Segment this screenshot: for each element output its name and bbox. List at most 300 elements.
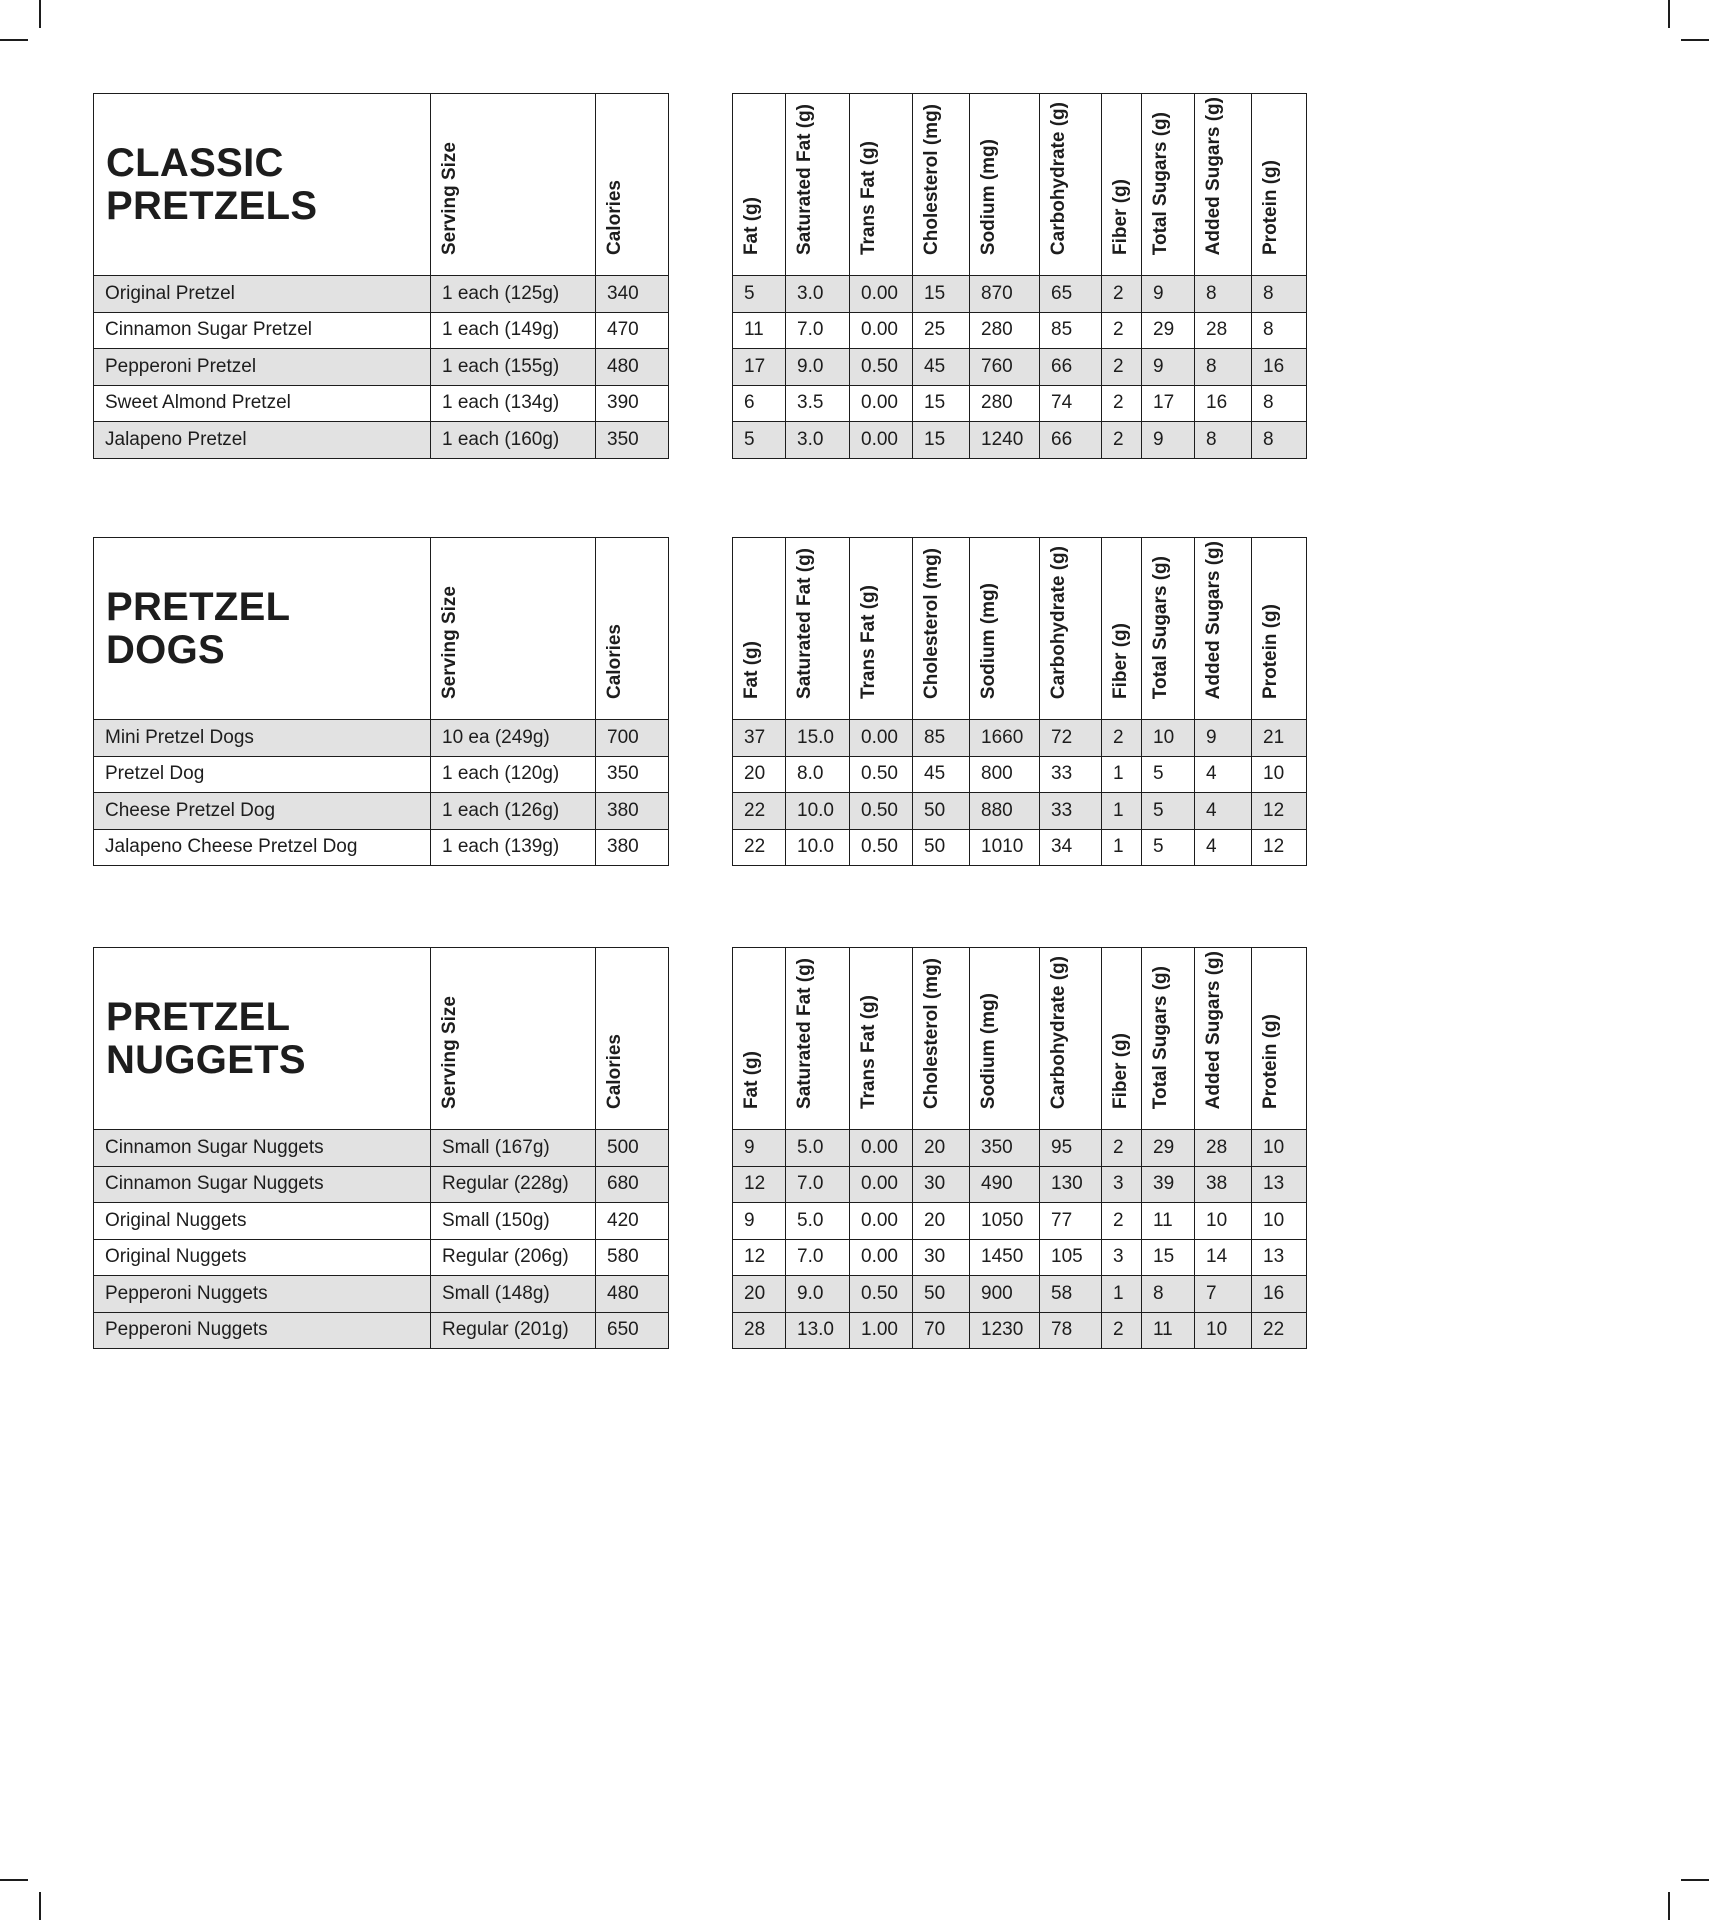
nutrition-value-cell: 10: [1252, 1130, 1307, 1167]
nutrition-body: [733, 720, 1307, 866]
nutrition-value-cell: 16: [1252, 349, 1307, 386]
nutrition-value-cell: 9: [1195, 720, 1252, 757]
serving-size-header-label: Serving Size: [439, 586, 460, 699]
calories-cell: 700: [596, 720, 669, 757]
nutrition-header-label: Sodium (mg): [978, 582, 999, 699]
products-table: [93, 93, 669, 459]
product-name-cell: Pepperoni Nuggets: [94, 1276, 431, 1313]
nutrition-row: [733, 1239, 1307, 1276]
nutrition-value-cell: 0.50: [850, 1276, 913, 1313]
nutrition-value-cell: 21: [1252, 720, 1307, 757]
calories-cell: 390: [596, 385, 669, 422]
nutrition-value-cell: 10.0: [786, 829, 850, 866]
nutrition-header-label: Total Sugars (g): [1150, 111, 1171, 255]
product-name-cell: Pepperoni Pretzel: [94, 349, 431, 386]
nutrition-header-label: Cholesterol (mg): [921, 958, 942, 1109]
nutrition-value-cell: 130: [1040, 1166, 1102, 1203]
nutrition-body: [733, 276, 1307, 459]
nutrition-value-cell: 14: [1195, 1239, 1252, 1276]
section-classic-pretzels: [93, 93, 1307, 459]
nutrition-value-cell: 0.00: [850, 276, 913, 313]
nutrition-value-cell: 7.0: [786, 312, 850, 349]
nutrition-value-cell: 9: [1142, 349, 1195, 386]
nutrition-header-label: Carbohydrate (g): [1048, 101, 1069, 255]
nutrition-header-cell: [1142, 94, 1195, 276]
nutrition-value-cell: 8: [1252, 276, 1307, 313]
nutrition-header-row: [733, 94, 1307, 276]
nutrition-row: [733, 312, 1307, 349]
nutrition-value-cell: 0.00: [850, 1130, 913, 1167]
nutrition-header-cell: [1040, 538, 1102, 720]
nutrition-header-label: Cholesterol (mg): [921, 104, 942, 255]
nutrition-value-cell: 12: [733, 1239, 786, 1276]
nutrition-value-cell: 12: [1252, 793, 1307, 830]
nutrition-value-cell: 95: [1040, 1130, 1102, 1167]
nutrition-header-label: Sodium (mg): [978, 992, 999, 1109]
product-name-cell: Jalapeno Cheese Pretzel Dog: [94, 829, 431, 866]
nutrition-header-cell: [733, 948, 786, 1130]
nutrition-header-cell: [913, 538, 970, 720]
nutrition-header-row: [733, 948, 1307, 1130]
nutrition-value-cell: 8: [1195, 422, 1252, 459]
nutrition-value-cell: 28: [733, 1312, 786, 1349]
nutrition-value-cell: 50: [913, 829, 970, 866]
nutrition-header-label: Trans Fat (g): [858, 994, 879, 1109]
nutrition-header-label: Added Sugars (g): [1203, 950, 1224, 1109]
nutrition-header-label: Added Sugars (g): [1203, 96, 1224, 255]
nutrition-value-cell: 45: [913, 756, 970, 793]
nutrition-value-cell: 30: [913, 1166, 970, 1203]
nutrition-value-cell: 15: [1142, 1239, 1195, 1276]
nutrition-value-cell: 85: [913, 720, 970, 757]
nutrition-value-cell: 0.50: [850, 756, 913, 793]
product-row: [94, 1203, 669, 1240]
nutrition-value-cell: 2: [1102, 720, 1142, 757]
product-row: [94, 349, 669, 386]
calories-cell: 340: [596, 276, 669, 313]
serving-size-cell: 10 ea (249g): [431, 720, 596, 757]
product-name-cell: Original Nuggets: [94, 1239, 431, 1276]
nutrition-header-cell: [970, 94, 1040, 276]
nutrition-header-cell: [1142, 538, 1195, 720]
serving-size-cell: 1 each (160g): [431, 422, 596, 459]
nutrition-value-cell: 20: [733, 1276, 786, 1313]
nutrition-header-label: Added Sugars (g): [1203, 540, 1224, 699]
nutrition-header-cell: [970, 948, 1040, 1130]
nutrition-body: [733, 1130, 1307, 1349]
nutrition-value-cell: 22: [1252, 1312, 1307, 1349]
section-title: PRETZEL NUGGETS: [94, 948, 431, 1130]
nutrition-header-label: Protein (g): [1260, 1014, 1281, 1109]
nutrition-value-cell: 10: [1252, 1203, 1307, 1240]
crop-mark: [0, 1879, 28, 1881]
nutrition-value-cell: 37: [733, 720, 786, 757]
nutrition-value-cell: 16: [1252, 1276, 1307, 1313]
serving-size-cell: Regular (206g): [431, 1239, 596, 1276]
nutrition-value-cell: 25: [913, 312, 970, 349]
serving-size-cell: 1 each (139g): [431, 829, 596, 866]
nutrition-value-cell: 50: [913, 793, 970, 830]
nutrition-table: [732, 947, 1307, 1349]
nutrition-value-cell: 58: [1040, 1276, 1102, 1313]
serving-size-cell: 1 each (125g): [431, 276, 596, 313]
product-row: [94, 385, 669, 422]
nutrition-header-label: Total Sugars (g): [1150, 965, 1171, 1109]
nutrition-header-cell: [786, 538, 850, 720]
nutrition-value-cell: 760: [970, 349, 1040, 386]
nutrition-value-cell: 45: [913, 349, 970, 386]
nutrition-value-cell: 10: [1252, 756, 1307, 793]
product-row: [94, 720, 669, 757]
serving-size-header-label: Serving Size: [439, 996, 460, 1109]
nutrition-header-label: Saturated Fat (g): [794, 548, 815, 699]
nutrition-value-cell: 10: [1195, 1312, 1252, 1349]
calories-header-label: Calories: [604, 180, 625, 255]
crop-mark: [1681, 1879, 1709, 1881]
nutrition-header-cell: [733, 94, 786, 276]
nutrition-value-cell: 280: [970, 385, 1040, 422]
nutrition-value-cell: 15: [913, 276, 970, 313]
nutrition-value-cell: 33: [1040, 793, 1102, 830]
nutrition-header-label: Saturated Fat (g): [794, 104, 815, 255]
nutrition-header-cell: [1040, 948, 1102, 1130]
nutrition-header-row: [733, 538, 1307, 720]
calories-header: [596, 538, 669, 720]
products-table: [93, 537, 669, 866]
product-name-cell: Pepperoni Nuggets: [94, 1312, 431, 1349]
nutrition-header-cell: [1040, 94, 1102, 276]
nutrition-value-cell: 1450: [970, 1239, 1040, 1276]
products-header-row: [94, 948, 669, 1130]
nutrition-value-cell: 33: [1040, 756, 1102, 793]
nutrition-value-cell: 1050: [970, 1203, 1040, 1240]
calories-cell: 480: [596, 1276, 669, 1313]
nutrition-header-cell: [786, 948, 850, 1130]
nutrition-row: [733, 349, 1307, 386]
serving-size-cell: 1 each (126g): [431, 793, 596, 830]
product-name-cell: Cheese Pretzel Dog: [94, 793, 431, 830]
product-name-cell: Original Nuggets: [94, 1203, 431, 1240]
nutrition-value-cell: 6: [733, 385, 786, 422]
nutrition-header-cell: [1252, 94, 1307, 276]
nutrition-value-cell: 8: [1252, 385, 1307, 422]
nutrition-header-label: Protein (g): [1260, 160, 1281, 255]
nutrition-value-cell: 9.0: [786, 349, 850, 386]
calories-header: [596, 94, 669, 276]
nutrition-value-cell: 13: [1252, 1166, 1307, 1203]
calories-cell: 380: [596, 829, 669, 866]
nutrition-value-cell: 22: [733, 829, 786, 866]
nutrition-table: [732, 93, 1307, 459]
product-row: [94, 312, 669, 349]
nutrition-value-cell: 1: [1102, 1276, 1142, 1313]
calories-header: [596, 948, 669, 1130]
calories-cell: 580: [596, 1239, 669, 1276]
nutrition-value-cell: 3.0: [786, 422, 850, 459]
nutrition-value-cell: 2: [1102, 422, 1142, 459]
nutrition-value-cell: 4: [1195, 756, 1252, 793]
products-body: [94, 720, 669, 866]
nutrition-header-cell: [913, 94, 970, 276]
nutrition-header-cell: [1195, 948, 1252, 1130]
serving-size-cell: Regular (201g): [431, 1312, 596, 1349]
product-row: [94, 756, 669, 793]
nutrition-header-cell: [786, 94, 850, 276]
nutrition-value-cell: 29: [1142, 1130, 1195, 1167]
nutrition-value-cell: 0.00: [850, 312, 913, 349]
product-row: [94, 1130, 669, 1167]
calories-header-label: Calories: [604, 624, 625, 699]
nutrition-value-cell: 5.0: [786, 1203, 850, 1240]
nutrition-value-cell: 65: [1040, 276, 1102, 313]
nutrition-row: [733, 422, 1307, 459]
nutrition-header-label: Carbohydrate (g): [1048, 545, 1069, 699]
nutrition-value-cell: 39: [1142, 1166, 1195, 1203]
product-name-cell: Original Pretzel: [94, 276, 431, 313]
nutrition-row: [733, 1130, 1307, 1167]
nutrition-value-cell: 13: [1252, 1239, 1307, 1276]
nutrition-header-label: Fiber (g): [1110, 179, 1131, 255]
nutrition-value-cell: 72: [1040, 720, 1102, 757]
nutrition-header-label: Saturated Fat (g): [794, 958, 815, 1109]
nutrition-value-cell: 0.50: [850, 349, 913, 386]
nutrition-header-cell: [1102, 538, 1142, 720]
product-name-cell: Cinnamon Sugar Nuggets: [94, 1130, 431, 1167]
calories-cell: 350: [596, 422, 669, 459]
nutrition-value-cell: 70: [913, 1312, 970, 1349]
nutrition-value-cell: 17: [1142, 385, 1195, 422]
nutrition-value-cell: 12: [1252, 829, 1307, 866]
serving-size-cell: Small (167g): [431, 1130, 596, 1167]
section-title: CLASSIC PRETZELS: [94, 94, 431, 276]
calories-cell: 380: [596, 793, 669, 830]
calories-cell: 680: [596, 1166, 669, 1203]
nutrition-row: [733, 1166, 1307, 1203]
calories-cell: 420: [596, 1203, 669, 1240]
nutrition-header-label: Fiber (g): [1110, 623, 1131, 699]
nutrition-table: [732, 537, 1307, 866]
nutrition-value-cell: 5: [1142, 829, 1195, 866]
products-body: [94, 1130, 669, 1349]
nutrition-header-label: Trans Fat (g): [858, 140, 879, 255]
nutrition-value-cell: 880: [970, 793, 1040, 830]
nutrition-row: [733, 793, 1307, 830]
nutrition-header-label: Protein (g): [1260, 604, 1281, 699]
nutrition-value-cell: 280: [970, 312, 1040, 349]
nutrition-row: [733, 829, 1307, 866]
products-header-row: [94, 538, 669, 720]
nutrition-value-cell: 28: [1195, 1130, 1252, 1167]
nutrition-value-cell: 2: [1102, 312, 1142, 349]
nutrition-value-cell: 11: [1142, 1203, 1195, 1240]
nutrition-header-cell: [850, 538, 913, 720]
serving-size-cell: 1 each (120g): [431, 756, 596, 793]
nutrition-row: [733, 1312, 1307, 1349]
nutrition-value-cell: 16: [1195, 385, 1252, 422]
nutrition-value-cell: 2: [1102, 276, 1142, 313]
nutrition-value-cell: 17: [733, 349, 786, 386]
calories-cell: 650: [596, 1312, 669, 1349]
nutrition-value-cell: 85: [1040, 312, 1102, 349]
product-name-cell: Pretzel Dog: [94, 756, 431, 793]
nutrition-row: [733, 720, 1307, 757]
nutrition-value-cell: 0.00: [850, 1203, 913, 1240]
nutrition-value-cell: 10.0: [786, 793, 850, 830]
serving-size-cell: 1 each (149g): [431, 312, 596, 349]
nutrition-value-cell: 9: [733, 1203, 786, 1240]
nutrition-value-cell: 2: [1102, 1312, 1142, 1349]
product-name-cell: Cinnamon Sugar Pretzel: [94, 312, 431, 349]
nutrition-header-label: Carbohydrate (g): [1048, 955, 1069, 1109]
serving-size-header-label: Serving Size: [439, 142, 460, 255]
nutrition-value-cell: 28: [1195, 312, 1252, 349]
product-row: [94, 1239, 669, 1276]
nutrition-value-cell: 490: [970, 1166, 1040, 1203]
nutrition-value-cell: 2: [1102, 1130, 1142, 1167]
section-pretzel-nuggets: [93, 947, 1307, 1349]
nutrition-value-cell: 10: [1142, 720, 1195, 757]
serving-size-cell: Regular (228g): [431, 1166, 596, 1203]
nutrition-value-cell: 8: [1252, 422, 1307, 459]
nutrition-value-cell: 34: [1040, 829, 1102, 866]
nutrition-header-cell: [1195, 94, 1252, 276]
nutrition-header-cell: [733, 538, 786, 720]
nutrition-value-cell: 7: [1195, 1276, 1252, 1313]
nutrition-value-cell: 9.0: [786, 1276, 850, 1313]
nutrition-value-cell: 20: [733, 756, 786, 793]
nutrition-value-cell: 0.00: [850, 1239, 913, 1276]
product-row: [94, 1276, 669, 1313]
crop-mark: [1681, 39, 1709, 41]
serving-size-cell: 1 each (134g): [431, 385, 596, 422]
nutrition-value-cell: 13.0: [786, 1312, 850, 1349]
nutrition-value-cell: 1.00: [850, 1312, 913, 1349]
products-table: [93, 947, 669, 1349]
calories-header-label: Calories: [604, 1034, 625, 1109]
nutrition-header-label: Sodium (mg): [978, 138, 999, 255]
nutrition-header-cell: [1195, 538, 1252, 720]
nutrition-value-cell: 3: [1102, 1166, 1142, 1203]
nutrition-value-cell: 22: [733, 793, 786, 830]
nutrition-value-cell: 1230: [970, 1312, 1040, 1349]
nutrition-header-label: Total Sugars (g): [1150, 555, 1171, 699]
serving-size-cell: 1 each (155g): [431, 349, 596, 386]
nutrition-value-cell: 5: [733, 276, 786, 313]
nutrition-value-cell: 66: [1040, 422, 1102, 459]
nutrition-value-cell: 29: [1142, 312, 1195, 349]
product-row: [94, 1312, 669, 1349]
products-header-row: [94, 94, 669, 276]
nutrition-value-cell: 5.0: [786, 1130, 850, 1167]
nutrition-value-cell: 78: [1040, 1312, 1102, 1349]
product-row: [94, 422, 669, 459]
crop-mark: [1668, 0, 1670, 28]
product-row: [94, 793, 669, 830]
nutrition-value-cell: 50: [913, 1276, 970, 1313]
nutrition-value-cell: 900: [970, 1276, 1040, 1313]
product-row: [94, 276, 669, 313]
nutrition-header-cell: [970, 538, 1040, 720]
nutrition-value-cell: 15.0: [786, 720, 850, 757]
nutrition-value-cell: 15: [913, 422, 970, 459]
nutrition-value-cell: 1: [1102, 756, 1142, 793]
calories-cell: 470: [596, 312, 669, 349]
nutrition-row: [733, 276, 1307, 313]
nutrition-value-cell: 2: [1102, 349, 1142, 386]
nutrition-value-cell: 8: [1252, 312, 1307, 349]
product-name-cell: Sweet Almond Pretzel: [94, 385, 431, 422]
serving-size-cell: Small (148g): [431, 1276, 596, 1313]
nutrition-value-cell: 11: [733, 312, 786, 349]
nutrition-value-cell: 74: [1040, 385, 1102, 422]
nutrition-value-cell: 2: [1102, 385, 1142, 422]
product-row: [94, 829, 669, 866]
products-body: [94, 276, 669, 459]
nutrition-value-cell: 0.00: [850, 720, 913, 757]
nutrition-value-cell: 38: [1195, 1166, 1252, 1203]
nutrition-value-cell: 2: [1102, 1203, 1142, 1240]
nutrition-value-cell: 20: [913, 1130, 970, 1167]
crop-mark: [0, 39, 28, 41]
nutrition-value-cell: 870: [970, 276, 1040, 313]
nutrition-header-cell: [1252, 538, 1307, 720]
product-name-cell: Mini Pretzel Dogs: [94, 720, 431, 757]
nutrition-value-cell: 3: [1102, 1239, 1142, 1276]
product-name-cell: Cinnamon Sugar Nuggets: [94, 1166, 431, 1203]
nutrition-row: [733, 756, 1307, 793]
nutrition-value-cell: 0.50: [850, 829, 913, 866]
nutrition-value-cell: 8.0: [786, 756, 850, 793]
nutrition-value-cell: 3.5: [786, 385, 850, 422]
nutrition-value-cell: 4: [1195, 829, 1252, 866]
nutrition-value-cell: 1010: [970, 829, 1040, 866]
nutrition-value-cell: 3.0: [786, 276, 850, 313]
nutrition-row: [733, 1203, 1307, 1240]
section-title: PRETZEL DOGS: [94, 538, 431, 720]
serving-size-header: [431, 94, 596, 276]
nutrition-value-cell: 5: [1142, 756, 1195, 793]
nutrition-value-cell: 5: [1142, 793, 1195, 830]
nutrition-value-cell: 10: [1195, 1203, 1252, 1240]
calories-cell: 500: [596, 1130, 669, 1167]
nutrition-row: [733, 1276, 1307, 1313]
nutrition-header-label: Cholesterol (mg): [921, 548, 942, 699]
nutrition-value-cell: 105: [1040, 1239, 1102, 1276]
nutrition-header-cell: [850, 94, 913, 276]
nutrition-value-cell: 5: [733, 422, 786, 459]
nutrition-value-cell: 15: [913, 385, 970, 422]
section-pretzel-dogs: [93, 537, 1307, 866]
nutrition-header-cell: [1252, 948, 1307, 1130]
serving-size-header: [431, 948, 596, 1130]
nutrition-value-cell: 0.00: [850, 422, 913, 459]
nutrition-value-cell: 0.50: [850, 793, 913, 830]
nutrition-value-cell: 9: [1142, 422, 1195, 459]
nutrition-value-cell: 0.00: [850, 385, 913, 422]
nutrition-header-label: Fat (g): [741, 640, 762, 699]
nutrition-header-cell: [1142, 948, 1195, 1130]
nutrition-header-label: Fat (g): [741, 196, 762, 255]
nutrition-value-cell: 4: [1195, 793, 1252, 830]
nutrition-value-cell: 1240: [970, 422, 1040, 459]
nutrition-value-cell: 12: [733, 1166, 786, 1203]
nutrition-header-label: Fiber (g): [1110, 1033, 1131, 1109]
nutrition-header-label: Trans Fat (g): [858, 584, 879, 699]
nutrition-value-cell: 1660: [970, 720, 1040, 757]
nutrition-value-cell: 11: [1142, 1312, 1195, 1349]
nutrition-value-cell: 800: [970, 756, 1040, 793]
nutrition-value-cell: 9: [733, 1130, 786, 1167]
